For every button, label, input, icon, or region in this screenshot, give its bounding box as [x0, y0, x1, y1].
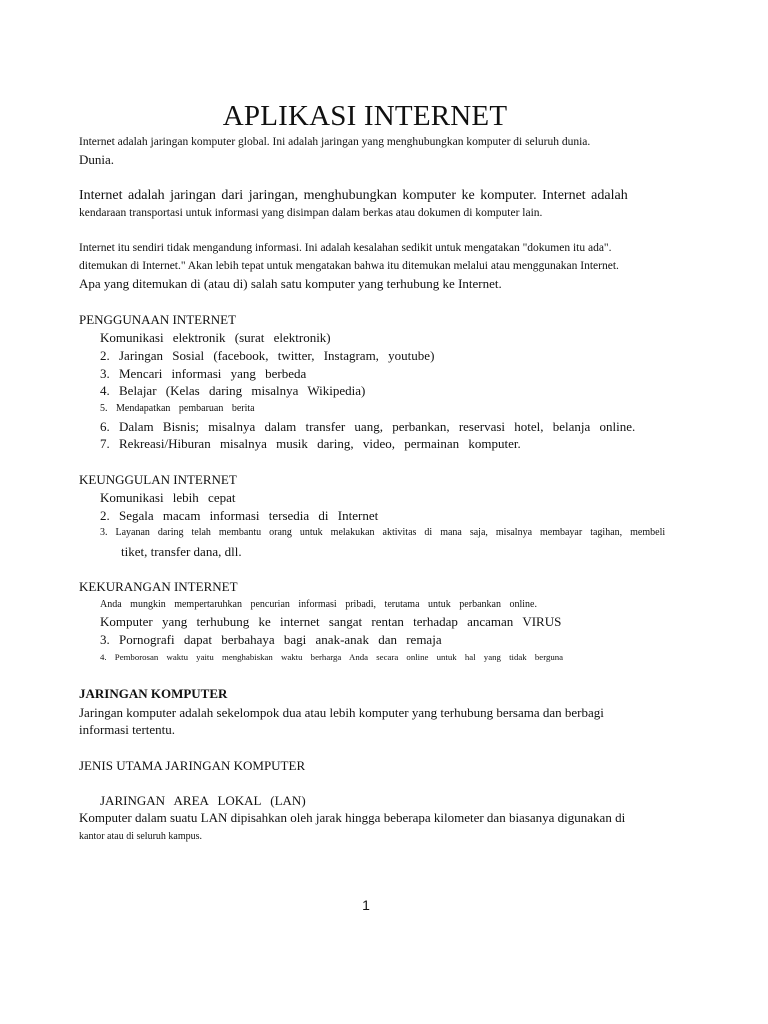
- list-item: 3. Pornografi dapat berbahaya bagi anak-anak dan remaja: [100, 632, 442, 647]
- intro-line-1: Internet adalah jaringan komputer global. Ini adalah jaringan yang menghubungkan komputer di seluruh dunia.: [79, 136, 591, 148]
- lan-line-2: kantor atau di seluruh kampus.: [79, 831, 203, 842]
- intro-line-7: Apa yang ditemukan di (atau di) salah satu komputer yang terhubung ke Internet.: [79, 276, 502, 291]
- list-item: Komunikasi elektronik (surat elektronik): [100, 330, 331, 345]
- intro-line-3: Internet adalah jaringan dari jaringan, menghubungkan komputer ke komputer. Internet adalah: [79, 188, 628, 203]
- intro-line-4: kendaraan transportasi untuk informasi yang disimpan dalam berkas atau dokumen di komputer lain.: [79, 207, 543, 219]
- subsection-heading-lan: JARINGAN AREA LOKAL (LAN): [100, 793, 306, 808]
- intro-line-2: Dunia.: [79, 152, 115, 167]
- page-number: 1: [362, 897, 370, 913]
- intro-line-6: ditemukan di Internet." Akan lebih tepat untuk mengatakan bahwa itu ditemukan melalui atau menggunakan Internet.: [79, 260, 619, 272]
- list-item: Komunikasi lebih cepat: [100, 490, 236, 505]
- list-item: Komputer yang terhubung ke internet sangat rentan terhadap ancaman VIRUS: [100, 614, 562, 629]
- section-heading-penggunaan: PENGGUNAAN INTERNET: [79, 312, 237, 327]
- section-heading-keunggulan: KEUNGGULAN INTERNET: [79, 472, 237, 487]
- list-item: 3. Mencari informasi yang berbeda: [100, 366, 307, 381]
- lan-line-1: Komputer dalam suatu LAN dipisahkan oleh jarak hingga beberapa kilometer dan biasanya digunakan di: [79, 810, 626, 825]
- list-item: 5. Mendapatkan pembaruan berita: [100, 403, 255, 414]
- list-item: 3. Layanan daring telah membantu orang untuk melakukan aktivitas di mana saja, misalnya membayar tagihan, membeli: [100, 527, 666, 538]
- list-item: 2. Jaringan Sosial (facebook, twitter, Instagram, youtube): [100, 348, 435, 363]
- list-item-continuation: tiket, transfer dana, dll.: [121, 544, 242, 559]
- section-heading-jaringan: JARINGAN KOMPUTER: [79, 686, 228, 701]
- list-item: 6. Dalam Bisnis; misalnya dalam transfer uang, perbankan, reservasi hotel, belanja online.: [100, 419, 636, 434]
- jaringan-line-2: informasi tertentu.: [79, 722, 176, 737]
- list-item: Anda mungkin mempertaruhkan pencurian informasi pribadi, terutama untuk perbankan online.: [100, 599, 537, 610]
- jaringan-line-1: Jaringan komputer adalah sekelompok dua atau lebih komputer yang terhubung bersama dan berbagi: [79, 705, 604, 720]
- intro-line-5: Internet itu sendiri tidak mengandung informasi. Ini adalah kesalahan sedikit untuk mengatakan "dokumen itu ada".: [79, 242, 612, 254]
- list-item: 2. Segala macam informasi tersedia di Internet: [100, 508, 379, 523]
- list-item: 7. Rekreasi/Hiburan misalnya musik daring, video, permainan komputer.: [100, 436, 521, 451]
- list-item: 4. Pemborosan waktu yaitu menghabiskan waktu berharga Anda secara online untuk hal yang tidak berguna: [100, 652, 564, 662]
- section-heading-kekurangan: KEKURANGAN INTERNET: [79, 579, 238, 594]
- page-title: APLIKASI INTERNET: [222, 100, 508, 132]
- list-item: 4. Belajar (Kelas daring misalnya Wikipedia): [100, 383, 366, 398]
- section-heading-jenis: JENIS UTAMA JARINGAN KOMPUTER: [79, 758, 306, 773]
